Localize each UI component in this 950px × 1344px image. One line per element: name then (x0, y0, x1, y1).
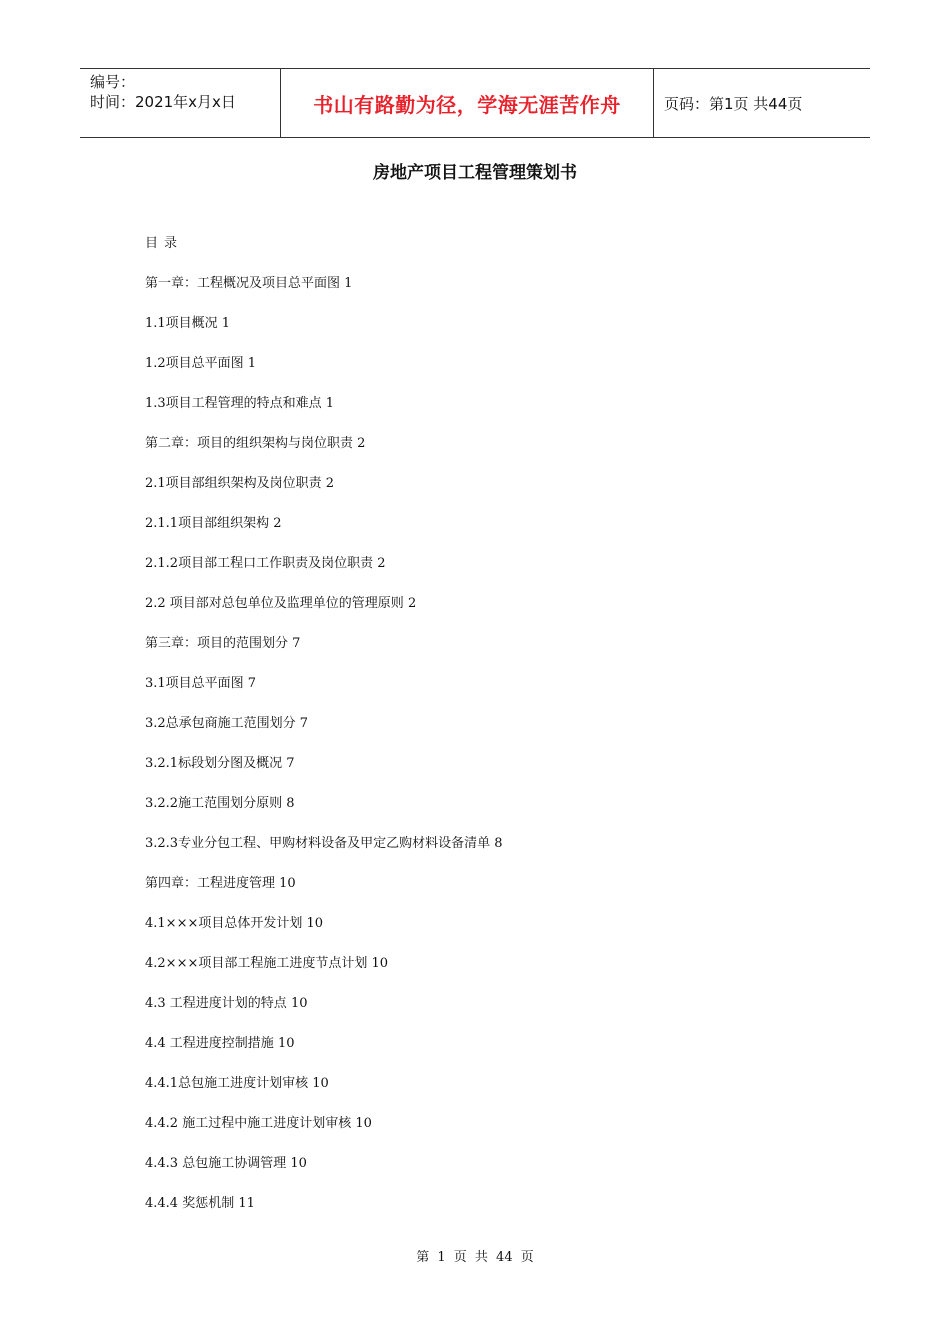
toc-entry: 3.2.3专业分包工程、甲购材料设备及甲定乙购材料设备清单 8 (145, 836, 503, 851)
toc-entry: 4.4 工程进度控制措施 10 (145, 1036, 295, 1051)
toc-entry: 4.4.2 施工过程中施工进度计划审核 10 (145, 1116, 372, 1131)
toc-entry: 3.1项目总平面图 7 (145, 676, 257, 691)
toc-entry: 3.2.1标段划分图及概况 7 (145, 756, 295, 771)
toc-entry: 1.3项目工程管理的特点和难点 1 (145, 396, 335, 411)
header-motto-cell (281, 69, 654, 137)
toc-entry: 第三章：项目的范围划分 7 (145, 636, 301, 651)
header-meta-cell (80, 69, 281, 137)
toc-entry: 4.4.3 总包施工协调管理 10 (145, 1156, 307, 1171)
page-footer: 第 1 页 共 44 页 (416, 1250, 534, 1265)
motto-text: 书山有路勤为径，学海无涯苦作舟 (313, 92, 621, 117)
toc-entry: 1.2项目总平面图 1 (145, 356, 257, 371)
header-page-cell (654, 69, 870, 137)
toc-entry: 4.4.4 奖惩机制 11 (145, 1196, 255, 1211)
toc-entry: 4.3 工程进度计划的特点 10 (145, 996, 308, 1011)
toc-entry: 3.2总承包商施工范围划分 7 (145, 716, 309, 731)
toc-entry: 第四章：工程进度管理 10 (145, 876, 296, 891)
toc-entry: 3.2.2施工范围划分原则 8 (145, 796, 295, 811)
document-title: 房地产项目工程管理策划书 (373, 163, 577, 183)
toc-entry: 2.1.1项目部组织架构 2 (145, 516, 282, 531)
toc-heading: 目录 (145, 236, 184, 251)
toc-entry: 1.1项目概况 1 (145, 316, 231, 331)
toc-entry: 2.1.2项目部工程口工作职责及岗位职责 2 (145, 556, 386, 571)
toc-entry: 第一章：工程概况及项目总平面图 1 (145, 276, 353, 291)
toc-entry: 2.1项目部组织架构及岗位职责 2 (145, 476, 335, 491)
toc-entry: 4.4.1总包施工进度计划审核 10 (145, 1076, 329, 1091)
page-header (80, 68, 870, 138)
toc-entry: 第二章：项目的组织架构与岗位职责 2 (145, 436, 366, 451)
toc-entry: 2.2 项目部对总包单位及监理单位的管理原则 2 (145, 596, 417, 611)
table-of-contents (145, 232, 502, 1232)
document-number-label: 编号： (90, 73, 136, 91)
toc-entry: 4.2×××项目部工程施工进度节点计划 10 (145, 956, 389, 971)
toc-entry: 4.1×××项目总体开发计划 10 (145, 916, 324, 931)
document-time-label: 时间：2021年x月x日 (90, 93, 236, 111)
header-page-label: 页码：第1页 共44页 (664, 94, 803, 113)
